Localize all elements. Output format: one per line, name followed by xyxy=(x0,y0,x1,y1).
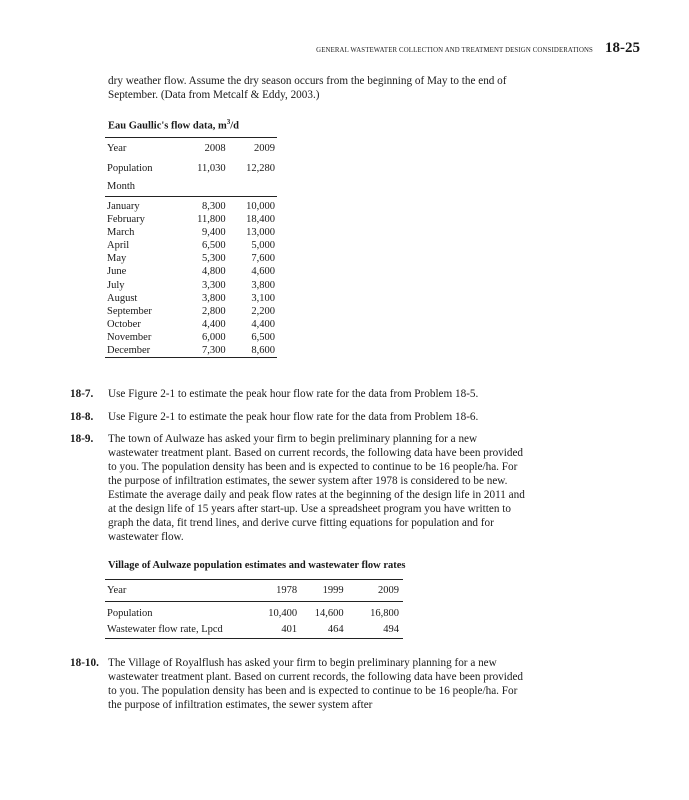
intro-paragraph: dry weather flow. Assume the dry season occurs from the beginning of May to the end of September. (Data from Metcalf & Eddy, 2003.) xyxy=(108,75,507,101)
flow-cell: 3,800 xyxy=(201,292,226,304)
problem-18-9 xyxy=(70,432,530,544)
flow-cell: 4,400 xyxy=(201,318,226,330)
table1-caption xyxy=(108,118,239,132)
problem-number: 18-7. xyxy=(70,388,94,400)
flow-cell: 10,000 xyxy=(246,201,275,212)
month-cell: September xyxy=(107,305,152,317)
problem-number: 18-10. xyxy=(70,657,99,669)
flow-cell: 13,000 xyxy=(246,227,275,239)
table-row xyxy=(105,239,277,252)
population-row xyxy=(105,602,403,623)
page-number: 18-25 xyxy=(605,40,640,56)
population-label: Population xyxy=(107,608,153,619)
month-cell: July xyxy=(107,279,125,291)
table-row xyxy=(105,226,277,239)
flow-cell: 5,300 xyxy=(201,253,226,265)
problem-text: The town of Aulwaze has asked your firm to begin preliminary planning for a new wastewater treatment plant. Based on current records, the following data have been provided to you. The population density has been and is expected to continue to be 16 people/ha. For the purpose of infiltration estimates, the sewer system after 1978 is considered to be new. Estimate the average daily and peak flow rates at the beginning of the design life in 2011 and at the design life of 15 years after start-up. Use a spreadsheet program you have written to graph the data, fit trend lines, and derive curve fitting equations for population and for wastewater flow. xyxy=(108,433,525,543)
flow-cell: 18,400 xyxy=(246,214,275,226)
flow-cell: 6,500 xyxy=(251,331,275,343)
flow-rate-cell: 494 xyxy=(383,624,399,635)
problem-18-7 xyxy=(70,387,530,401)
population-cell: 14,600 xyxy=(314,608,344,619)
flow-cell: 2,200 xyxy=(251,305,275,317)
table-row xyxy=(105,305,277,318)
problem-18-10 xyxy=(70,656,530,712)
year-cell: 2009 xyxy=(344,580,403,602)
population-row xyxy=(105,160,277,178)
month-cell: October xyxy=(107,318,141,330)
flow-cell: 9,400 xyxy=(201,227,226,239)
flow-cell: 7,600 xyxy=(251,253,275,265)
year-label: Year xyxy=(107,143,127,154)
table-row xyxy=(105,265,277,278)
table-row xyxy=(105,279,277,292)
flow-cell: 8,300 xyxy=(201,201,226,212)
flow-cell: 7,300 xyxy=(201,345,226,357)
population-cell: 12,280 xyxy=(246,163,275,174)
problem-number: 18-8. xyxy=(70,411,94,423)
problem-number: 18-9. xyxy=(70,433,94,445)
flow-rate-cell: 401 xyxy=(281,624,298,635)
year-cell: 2008 xyxy=(204,143,226,154)
running-head xyxy=(300,40,640,58)
population-cell: 16,800 xyxy=(370,608,399,619)
population-cell: 11,030 xyxy=(197,163,226,174)
table-row xyxy=(105,318,277,331)
month-cell: December xyxy=(107,345,151,357)
table-row xyxy=(105,344,277,358)
table1-caption-sup: 3 xyxy=(226,118,231,126)
month-cell: February xyxy=(107,214,145,226)
population-label: Population xyxy=(107,163,153,174)
flow-cell: 2,800 xyxy=(201,305,226,317)
flow-rate-row xyxy=(105,622,403,639)
table-row xyxy=(105,197,277,214)
year-row xyxy=(105,580,403,602)
flow-cell: 6,000 xyxy=(201,331,226,343)
table1-caption-main: Eau Gaullic's flow data, m xyxy=(108,120,227,132)
running-head-title: GENERAL WASTEWATER COLLECTION AND TREATMENT DESIGN CONSIDERATIONS xyxy=(316,47,593,54)
flow-cell: 8,600 xyxy=(251,345,275,357)
year-label: Year xyxy=(105,580,251,602)
flow-rate-cell: 464 xyxy=(327,624,344,635)
month-header-row xyxy=(105,178,277,197)
problem-text: Use Figure 2-1 to estimate the peak hour flow rate for the data from Problem 18-5. xyxy=(108,388,479,400)
month-label: Month xyxy=(105,178,176,197)
month-cell: June xyxy=(107,266,127,278)
flow-cell: 4,600 xyxy=(251,266,275,278)
year-cell: 2009 xyxy=(254,143,275,154)
flow-data-table xyxy=(105,137,277,358)
month-cell: April xyxy=(107,240,130,252)
table-row xyxy=(105,331,277,344)
flow-cell: 6,500 xyxy=(201,240,226,252)
flow-cell: 4,800 xyxy=(201,266,226,278)
month-cell: August xyxy=(107,292,138,304)
flow-cell: 3,100 xyxy=(251,292,275,304)
flow-rate-label: Wastewater flow rate, Lpcd xyxy=(107,624,223,635)
flow-cell: 4,400 xyxy=(251,318,275,330)
table2-caption: Village of Aulwaze population estimates and wastewater flow rates xyxy=(108,560,406,571)
problem-text: The Village of Royalflush has asked your firm to begin preliminary planning for a new wastewater treatment plant. Based on current records, the following data have been provided to you. The population density has been and is expected to continue to be 16 people/ha. For the purpose of infiltration estimates, the sewer system after xyxy=(108,657,524,711)
table-row xyxy=(105,292,277,305)
month-cell: January xyxy=(107,201,140,212)
flow-cell: 3,300 xyxy=(201,279,226,291)
month-cell: May xyxy=(107,253,127,265)
year-cell: 1978 xyxy=(251,580,298,602)
month-cell: March xyxy=(107,227,135,239)
flow-cell: 3,800 xyxy=(251,279,275,291)
flow-cell: 11,800 xyxy=(197,214,226,226)
population-cell: 10,400 xyxy=(268,608,298,619)
month-cell: November xyxy=(107,331,152,343)
table-row xyxy=(105,213,277,226)
table-row xyxy=(105,252,277,265)
problem-18-8 xyxy=(70,410,530,424)
problem-text: Use Figure 2-1 to estimate the peak hour flow rate for the data from Problem 18-6. xyxy=(108,411,479,423)
year-row xyxy=(105,138,277,161)
table1-caption-tail: /d xyxy=(230,120,239,132)
year-cell: 1999 xyxy=(297,580,344,602)
flow-cell: 5,000 xyxy=(251,240,275,252)
population-flow-table xyxy=(105,579,403,639)
